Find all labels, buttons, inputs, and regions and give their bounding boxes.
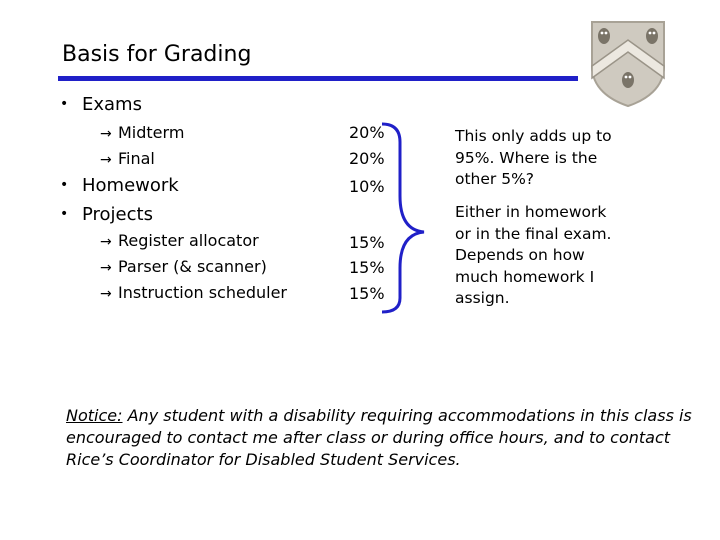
bullet-projects: • Projects (60, 204, 153, 225)
sub-register-allocator: → Register allocator (100, 231, 259, 250)
bullet-icon: • (60, 206, 69, 222)
sub-midterm: → Midterm (100, 123, 185, 142)
arrow-icon: → (100, 286, 112, 302)
note-either-homework: Either in homework or in the final exam. Depends on how much homework I assign. (455, 203, 612, 307)
disability-notice (66, 405, 696, 471)
weight-register-allocator: 15% (349, 233, 385, 252)
sub-instruction-scheduler: → Instruction scheduler (100, 283, 287, 302)
notice-label: Notice: (66, 406, 123, 425)
sub-final: → Final (100, 149, 155, 168)
notice-text: Any student with a disability requiring accommodations in this class is encouraged to contact me after class or during office hours, and to contact Rice’s Coordinator for Disabled Student Services. (66, 406, 692, 469)
slide-title: Basis for Grading (62, 42, 252, 67)
curly-brace (380, 118, 450, 316)
weight-midterm: 20% (349, 123, 385, 142)
title-underline (58, 76, 578, 81)
arrow-icon: → (100, 126, 112, 142)
note-adds-up: This only adds up to 95%. Where is the other 5%? (455, 127, 612, 188)
arrow-icon: → (100, 152, 112, 168)
bullet-icon: • (60, 177, 69, 193)
weight-final: 20% (349, 149, 385, 168)
rice-crest-logo (586, 16, 670, 108)
bullet-homework: • Homework (60, 175, 179, 196)
arrow-icon: → (100, 260, 112, 276)
bullet-exams: • Exams (60, 94, 142, 115)
sub-parser: → Parser (& scanner) (100, 257, 267, 276)
weight-scheduler: 15% (349, 284, 385, 303)
bullet-icon: • (60, 96, 69, 112)
arrow-icon: → (100, 234, 112, 250)
weight-homework: 10% (349, 177, 385, 196)
weight-parser: 15% (349, 258, 385, 277)
